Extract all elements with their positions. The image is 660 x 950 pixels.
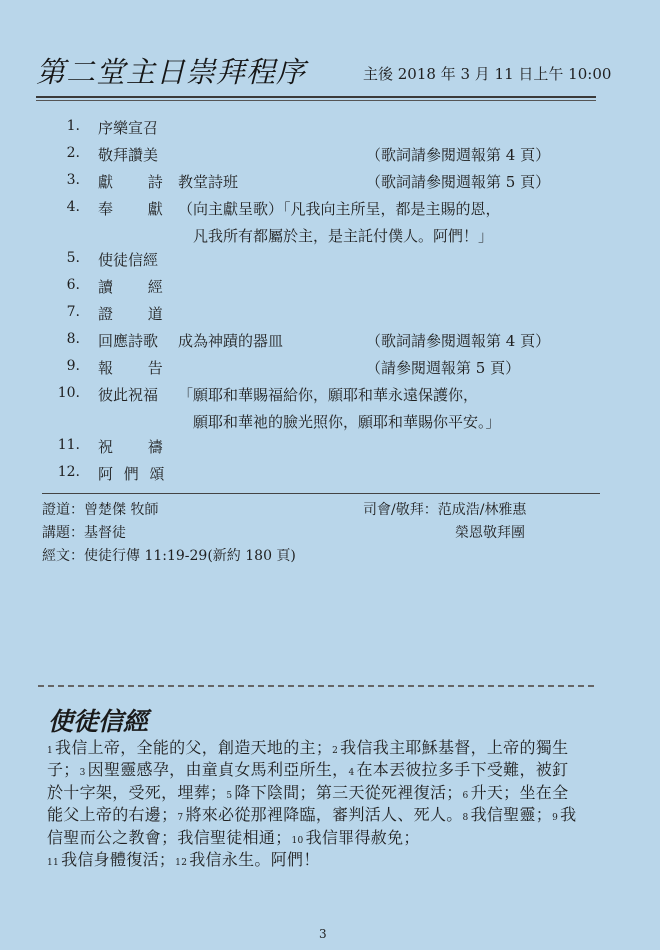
program-item-name: 奉 獻	[98, 200, 163, 218]
creed-line	[47, 735, 568, 758]
page-number: 3	[319, 927, 327, 941]
header-divider-thin	[36, 100, 596, 101]
verse-number: 5	[226, 790, 233, 801]
program-item-number: 9.	[66, 358, 80, 374]
verse-number: 1	[47, 746, 54, 756]
program-item-detail-continued: 願耶和華祂的臉光照你，願耶和華賜你平安。」	[193, 413, 501, 431]
creed-line	[47, 847, 320, 870]
program-item-note: （歌詞請參閱週報第 5 頁）	[366, 173, 551, 191]
creed-phrase: 子；	[47, 760, 80, 780]
program-item-detail: 「願耶和華賜福給你，願耶和華永遠保護你，	[178, 386, 479, 404]
creed-line	[47, 825, 420, 848]
program-item-name: 回應詩歌	[98, 332, 159, 350]
program-item-name: 彼此祝福	[98, 386, 159, 404]
service-datetime: 主後 2018 年 3 月 11 日上午 10:00	[363, 65, 612, 83]
program-item-name: 讀 經	[98, 278, 163, 296]
creed-phrase: 降下陰間；第三天從死裡復活；	[234, 782, 463, 802]
creed-phrase: 信聖而公之教會；我信聖徒相通；	[47, 827, 292, 847]
program-item-name: 阿 們 頌	[98, 465, 165, 483]
verse-number: 4	[348, 768, 355, 779]
program-item-number: 8.	[66, 331, 80, 347]
verse-number: 8	[462, 813, 469, 824]
creed-phrase: 我信聖靈；	[470, 805, 553, 825]
creed-phrase: 於十字架，受死，埋葬；	[47, 782, 227, 802]
creed-phrase: 將來必從那裡降臨，審判活人、死人。	[185, 805, 463, 825]
program-item-number: 4.	[66, 199, 80, 215]
program-item-note: （歌詞請參閱週報第 4 頁）	[366, 332, 551, 350]
program-item-detail-continued: 凡我所有都屬於主，是主託付僕人。阿們！」	[193, 227, 494, 245]
worship-leaders: 司會/敬拜：范成浩/林雅惠	[363, 502, 527, 518]
creed-phrase: 我信永生。阿們！	[189, 850, 320, 869]
creed-phrase: 我	[560, 805, 577, 825]
creed-line	[47, 757, 568, 780]
program-item-number: 7.	[66, 304, 80, 320]
program-item-number: 6.	[66, 277, 80, 293]
program-item-note: （請參閱週報第 5 頁）	[366, 359, 521, 377]
creed-phrase: 能父上帝的右邊；	[47, 805, 178, 825]
creed-phrase: 在本丟彼拉多手下受難，被釘	[356, 760, 569, 780]
program-item-note: （歌詞請參閱週報第 4 頁）	[366, 146, 551, 164]
creed-phrase: 因聖靈感孕，由童貞女馬利亞所生，	[87, 760, 349, 780]
program-item-name: 獻 詩	[98, 173, 163, 191]
program-item-detail: 成為神蹟的器皿	[178, 332, 284, 350]
program-item-name: 敬拜讚美	[98, 146, 159, 164]
preacher-info: 證道：曾楚傑 牧師	[42, 502, 159, 518]
verse-number: 12	[175, 858, 188, 868]
verse-number: 3	[79, 768, 86, 779]
page-title: 第二堂主日崇拜程序	[36, 55, 307, 89]
worship-team: 榮恩敬拜團	[455, 525, 525, 541]
creed-phrase: 升天；坐在全	[470, 782, 569, 802]
program-item-name: 報 告	[98, 359, 163, 377]
sermon-topic: 講題：基督徒	[42, 525, 126, 541]
program-item-name: 祝 禱	[98, 438, 163, 456]
program-divider	[42, 493, 600, 494]
verse-number: 7	[177, 813, 184, 824]
verse-number: 2	[332, 746, 339, 756]
program-item-detail: （向主獻呈歌）「凡我向主所呈，都是主賜的恩，	[178, 200, 501, 218]
program-item-name: 使徒信經	[98, 251, 159, 269]
creed-phrase: 我信我主耶穌基督，上帝的獨生	[340, 738, 569, 757]
creed-title: 使徒信經	[48, 707, 149, 736]
header-divider	[36, 96, 596, 98]
program-item-number: 10.	[57, 385, 80, 401]
creed-phrase: 我信上帝，全能的父，創造天地的主；	[55, 738, 333, 757]
program-item-number: 11.	[57, 437, 80, 453]
creed-phrase: 我信身體復活；	[61, 850, 176, 869]
section-divider	[38, 685, 594, 687]
program-item-number: 2.	[66, 145, 80, 161]
verse-number: 10	[291, 835, 304, 846]
verse-number: 11	[47, 858, 60, 868]
creed-line	[47, 780, 568, 803]
verse-number: 9	[552, 813, 559, 824]
creed-line	[47, 802, 576, 825]
program-item-number: 12.	[57, 464, 80, 480]
program-item-detail: 教堂詩班	[178, 173, 239, 191]
program-item-name: 證 道	[98, 305, 163, 323]
scripture-reference: 經文：使徒行傳 11:19-29(新約 180 頁)	[42, 548, 296, 564]
program-item-number: 5.	[66, 250, 80, 266]
verse-number: 6	[462, 790, 469, 801]
creed-phrase: 我信罪得赦免；	[305, 827, 420, 847]
program-item-number: 1.	[66, 118, 80, 134]
program-item-number: 3.	[66, 172, 80, 188]
program-item-name: 序樂宣召	[98, 119, 159, 137]
